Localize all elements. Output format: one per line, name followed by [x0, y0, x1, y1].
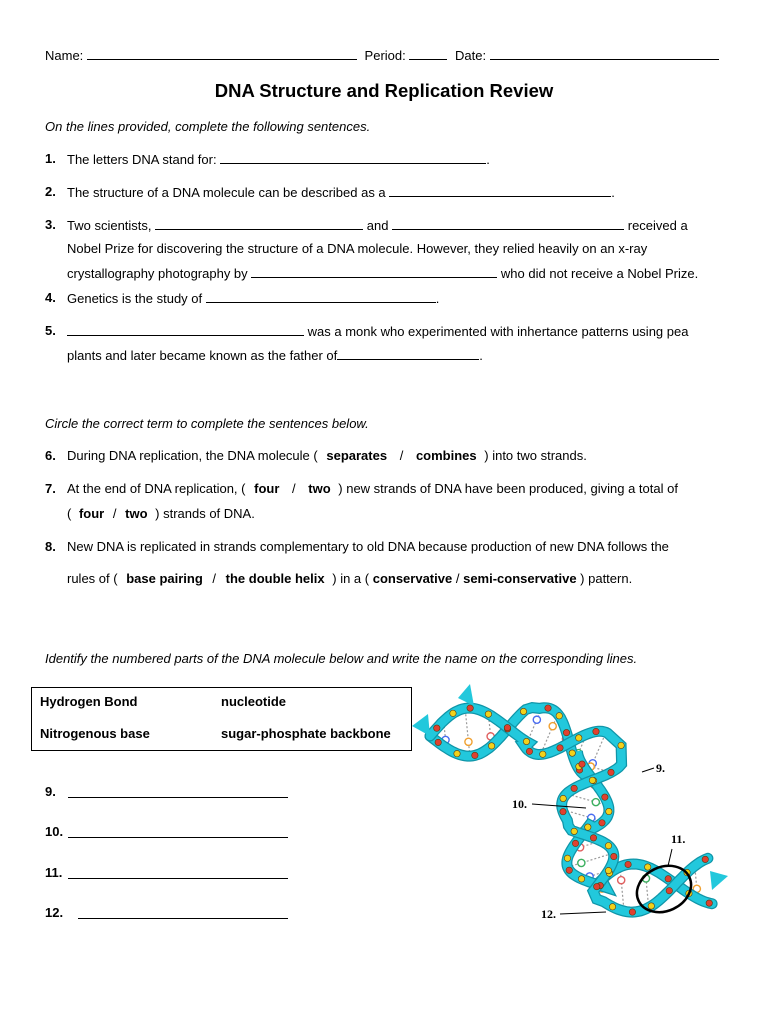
sugar-bead [648, 903, 654, 909]
nitrogenous-base-marker [592, 799, 599, 806]
q8-option-semi-conservative[interactable]: semi-conservative [463, 571, 577, 586]
sugar-bead [606, 808, 612, 814]
page-title: DNA Structure and Replication Review [214, 80, 554, 101]
q8-option-conservative[interactable]: conservative [372, 571, 453, 586]
q7-text-d: ) strands of DNA. [155, 506, 255, 521]
label-10: 10. [512, 797, 527, 811]
answer-12-line[interactable] [78, 917, 288, 919]
hydrogen-bond-rung [465, 708, 470, 756]
q5-answer-line-2[interactable] [337, 347, 479, 360]
date-label: Date: [455, 48, 487, 63]
phosphate-bead [472, 752, 478, 758]
q4-answer-line[interactable] [206, 290, 436, 303]
q3-line2: Nobel Prize for discovering the structure of a DNA molecule. However, they relied heavily on an x-ray [67, 241, 648, 256]
sugar-bead [523, 738, 529, 744]
sugar-bead [488, 743, 494, 749]
header-row [45, 47, 719, 63]
sugar-bead [571, 828, 577, 834]
word-bank [31, 687, 412, 751]
q3-text-line3b: who did not receive a Nobel Prize. [500, 266, 699, 281]
sugar-bead [560, 795, 566, 801]
q5-text-line2: plants and later became known as the father of [67, 348, 338, 363]
q7-slash: / [292, 481, 296, 496]
answer-12-number: 12. [45, 905, 64, 920]
phosphate-bead [434, 725, 440, 731]
q8-text-c: ) pattern. [580, 571, 633, 586]
phosphate-bead [467, 705, 473, 711]
q3-text-b: and [366, 218, 389, 233]
q6-text [67, 448, 587, 463]
answer-9-line[interactable] [68, 796, 288, 798]
q8-text-b: ) in a ( [332, 571, 370, 586]
q8-number: 8. [45, 539, 56, 554]
q7-option-two-total[interactable]: two [125, 506, 148, 521]
label-11: 11. [671, 832, 686, 846]
q7-text-c: ( [67, 506, 72, 521]
phosphate-bead [504, 724, 510, 730]
q1-answer-line[interactable] [220, 151, 486, 164]
nitrogenous-base-marker [533, 716, 540, 723]
phosphate-bead [563, 729, 569, 735]
q5-period: . [479, 348, 483, 363]
phosphate-bead [602, 794, 608, 800]
nitrogenous-base-marker [549, 723, 556, 730]
q7-line2 [67, 506, 255, 521]
q6-slash: / [399, 448, 404, 463]
q6-number: 6. [45, 448, 56, 463]
phosphate-bead [706, 900, 712, 906]
label-9-pointer [642, 768, 654, 772]
answer-10-number: 10. [45, 824, 64, 839]
phosphate-bead [571, 785, 577, 791]
phosphate-bead [526, 748, 532, 754]
q2-number: 2. [45, 184, 56, 199]
sugar-bead [520, 708, 526, 714]
q3-text-line3a: crystallography photography by [67, 266, 248, 281]
q3-answer-line-1[interactable] [155, 217, 363, 230]
phosphate-bead [594, 883, 600, 889]
q1-period: . [486, 152, 490, 167]
word-bank-nucleotide: nucleotide [221, 694, 287, 709]
answer-9-number: 9. [45, 784, 56, 799]
answer-11-number: 11. [45, 865, 63, 880]
label-9: 9. [656, 761, 665, 775]
q6-option-combines[interactable]: combines [415, 448, 477, 463]
q3-answer-line-2[interactable] [392, 217, 624, 230]
q1-prompt: The letters DNA stand for: [67, 152, 217, 167]
q5-answer-line-1[interactable] [67, 323, 304, 336]
sugar-bead [618, 742, 624, 748]
section1-instructions: On the lines provided, complete the following sentences. [45, 119, 371, 134]
q7-option-four[interactable]: four [254, 481, 280, 496]
word-bank-backbone: sugar-phosphate backbone [221, 726, 391, 741]
q7-option-four-total[interactable]: four [78, 506, 105, 521]
phosphate-bead [593, 728, 599, 734]
q8-slash-2: / [455, 571, 460, 586]
phosphate-bead [611, 853, 617, 859]
sugar-bead [576, 735, 582, 741]
q3-text-a: Two scientists, [67, 218, 152, 233]
sugar-bead [605, 842, 611, 848]
q2-period: . [611, 185, 615, 200]
sugar-phosphate-backbones [412, 684, 728, 912]
sugar-bead [450, 710, 456, 716]
sugar-bead [569, 750, 575, 756]
phosphate-bead [545, 705, 551, 711]
q4-period: . [435, 291, 440, 306]
dna-double-helix-diagram [410, 676, 740, 966]
sugar-bead [485, 711, 491, 717]
sugar-bead [578, 876, 584, 882]
name-field-line[interactable] [87, 47, 357, 60]
sugar-bead [585, 824, 591, 830]
sugar-bead [609, 904, 615, 910]
word-bank-hydrogen-bond: Hydrogen Bond [40, 694, 138, 709]
q7-text-b: ) new strands of DNA have been produced, giving a total of [338, 481, 678, 496]
sugar-bead [605, 867, 611, 873]
nitrogenous-base-marker [578, 859, 585, 866]
ribbon-end-top [458, 684, 474, 706]
q8-line1: New DNA is replicated in strands complementary to old DNA because production of new DNA follows the [67, 539, 669, 554]
q2-text [67, 184, 615, 200]
q5-line1 [67, 323, 688, 339]
q1-number: 1. [45, 151, 56, 166]
sugar-bead [564, 855, 570, 861]
phosphate-bead [590, 835, 596, 841]
phosphate-bead [629, 909, 635, 915]
q3-answer-line-3[interactable] [251, 265, 497, 278]
q8-text-a: rules of ( [67, 571, 118, 586]
q6-text-a: During DNA replication, the DNA molecule ( [67, 448, 318, 463]
phosphate-bead [625, 861, 631, 867]
period-field-line[interactable] [409, 47, 447, 60]
q2-prompt: The structure of a DNA molecule can be described as a [67, 185, 386, 200]
q5-text-a: was a monk who experimented with inhertance patterns using pea [307, 324, 689, 339]
ribbon-end-right [710, 871, 728, 890]
q4-number: 4. [45, 290, 56, 305]
q8-option-double-helix[interactable]: the double helix [225, 571, 325, 586]
phosphate-bead [566, 867, 572, 873]
q3-number: 3. [45, 217, 56, 232]
answer-11-line[interactable] [68, 877, 288, 879]
q8-option-base-pairing[interactable]: base pairing [126, 571, 203, 586]
sugar-bead [589, 777, 595, 783]
sugar-bead [645, 864, 651, 870]
phosphate-bead [579, 761, 585, 767]
q6-text-b: ) into two strands. [484, 448, 587, 463]
q7-line1 [67, 481, 678, 496]
phosphate-bead [665, 876, 671, 882]
q3-text-c: received a [627, 218, 688, 233]
sugar-bead [540, 751, 546, 757]
q6-option-separates[interactable]: separates [326, 448, 388, 463]
phosphate-bead [666, 887, 672, 893]
q8-line2 [67, 571, 632, 586]
q7-slash-2: / [112, 506, 117, 521]
phosphate-bead [560, 808, 566, 814]
q3-line3 [67, 265, 698, 281]
label-11-pointer [668, 849, 672, 866]
phosphate-bead [572, 840, 578, 846]
q5-number: 5. [45, 323, 56, 338]
q7-option-two[interactable]: two [308, 481, 331, 496]
q7-text-a: At the end of DNA replication, ( [67, 481, 246, 496]
section3-instructions: Identify the numbered parts of the DNA molecule below and write the name on the corresponding lines. [45, 651, 638, 666]
nitrogenous-base-marker [465, 738, 472, 745]
q3-line1 [67, 217, 688, 233]
q4-text [67, 290, 439, 306]
period-label: Period: [364, 48, 406, 63]
name-label: Name: [45, 48, 84, 63]
phosphate-bead [557, 745, 563, 751]
q4-prompt: Genetics is the study of [67, 291, 203, 306]
sugar-bead [454, 750, 460, 756]
answer-10-line[interactable] [68, 836, 288, 838]
section2-instructions: Circle the correct term to complete the sentences below. [45, 416, 369, 431]
q7-number: 7. [45, 481, 56, 496]
q5-line2 [67, 347, 483, 363]
q1-text [67, 151, 490, 167]
date-field-line[interactable] [490, 47, 719, 60]
nitrogenous-base-marker [618, 877, 625, 884]
label-12: 12. [541, 907, 556, 921]
label-12-pointer [560, 912, 606, 914]
sugar-bead [556, 713, 562, 719]
phosphate-bead [608, 769, 614, 775]
phosphate-bead [702, 856, 708, 862]
ribbon-end-top-left [412, 714, 430, 736]
phosphate-bead [599, 820, 605, 826]
q2-answer-line[interactable] [389, 184, 611, 197]
q8-slash: / [212, 571, 217, 586]
word-bank-nitrogenous-base: Nitrogenous base [40, 726, 150, 741]
phosphate-bead [435, 739, 441, 745]
